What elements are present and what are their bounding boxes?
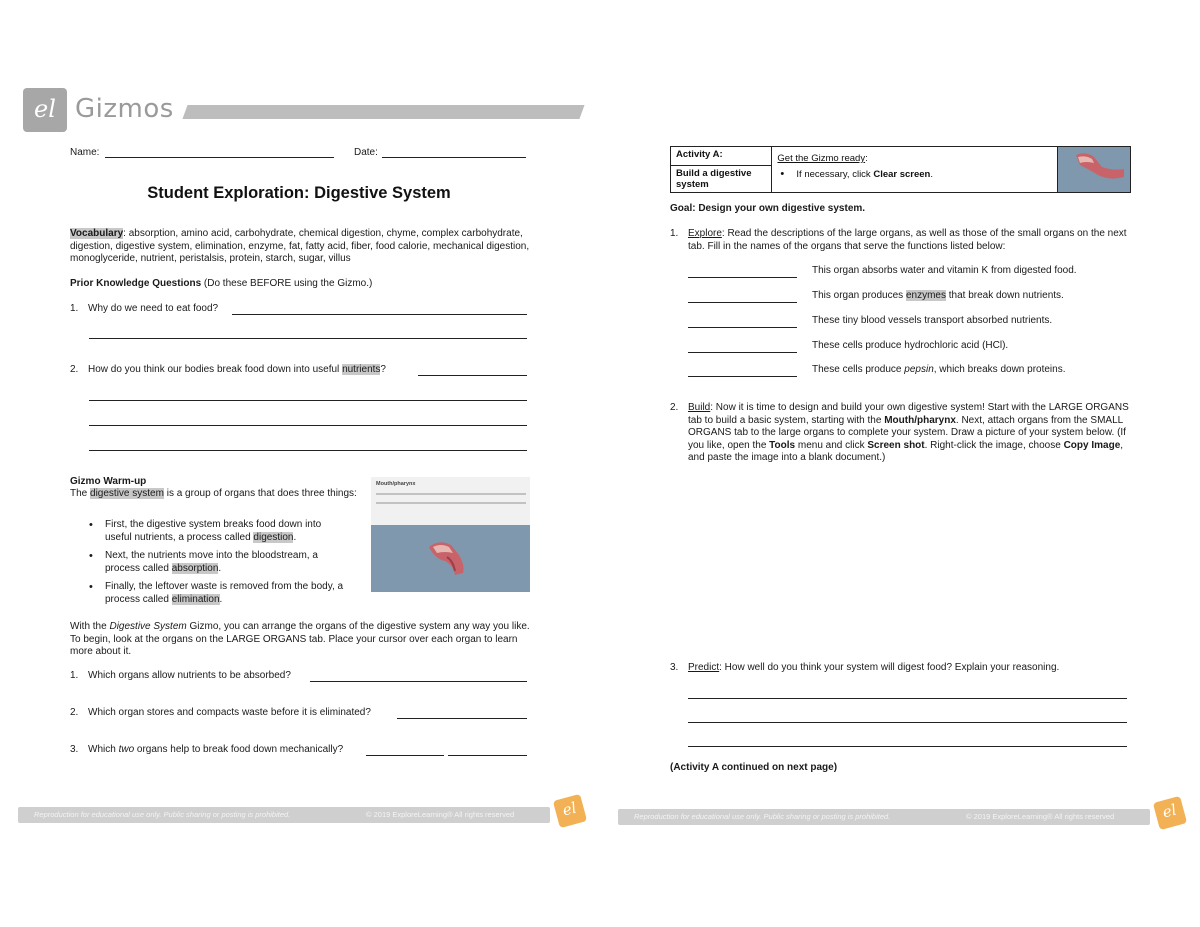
prior-question-2: 2. How do you think our bodies break food down into useful nutrients?: [70, 364, 386, 375]
prior-question-1: 1. Why do we need to eat food?: [70, 303, 219, 314]
warmup-intro: The digestive system is a group of organs that does three things:: [70, 488, 357, 499]
activity-name: Build a digestive system: [676, 168, 752, 190]
activity-header-table: [670, 146, 1131, 193]
fill-in-line[interactable]: [688, 376, 797, 377]
name-label: Name:: [70, 147, 100, 158]
screenshot-text-line: [376, 502, 526, 504]
answer-line[interactable]: [89, 400, 527, 401]
warmup-question-1: 1. Which organs allow nutrients to be absorbed?: [70, 670, 291, 681]
warmup-title: Gizmo Warm-up: [70, 476, 147, 487]
date-label: Date:: [354, 147, 378, 158]
clear-screen-instruction: • If necessary, click Clear screen.: [777, 169, 1052, 180]
activity-thumbnail-cell: [1058, 147, 1131, 193]
footer-bar: [618, 809, 1150, 825]
activity-label: Activity A:: [671, 147, 771, 166]
prior-knowledge-heading: [70, 278, 372, 291]
answer-line[interactable]: [688, 746, 1127, 747]
prior-knowledge-note: (Do these BEFORE using the Gizmo.): [201, 278, 373, 289]
footer-logo: el: [553, 794, 587, 828]
answer-line[interactable]: [89, 338, 527, 339]
bullet-absorption: • Next, the nutrients move into the bloodstream, a process called absorption.: [86, 550, 346, 575]
mouth-organ-icon: [423, 537, 473, 579]
fill-in-item-3: These tiny blood vessels transport absorbed nutrients.: [812, 315, 1053, 326]
prior-knowledge-label: Prior Knowledge Questions: [70, 278, 202, 289]
explore-question: 1. Explore: Read the descriptions of the large organs, as well as those of the small organs on the next tab. Fill in the names of the organs that serve the functions listed below:: [670, 228, 1127, 252]
answer-line[interactable]: [366, 755, 444, 756]
explore-label: Explore: [688, 228, 722, 239]
warmup-question-3: 3. Which two organs help to break food down mechanically?: [70, 744, 344, 755]
footer-bar: [18, 807, 550, 823]
gizmos-brand: Gizmos: [75, 94, 174, 124]
organ-thumbnail-icon: [1058, 147, 1128, 187]
fill-in-line[interactable]: [688, 327, 797, 328]
nutrients-highlight: nutrients: [342, 364, 381, 375]
predict-label: Predict: [688, 662, 720, 673]
fill-in-item-1: This organ absorbs water and vitamin K from digested food.: [812, 265, 1077, 276]
footer-logo: el: [1153, 796, 1187, 830]
vocabulary-label: Vocabulary: [70, 228, 124, 239]
answer-line[interactable]: [89, 425, 527, 426]
activity-goal: Goal: Design your own digestive system.: [670, 203, 866, 214]
predict-question: 3. Predict: How well do you think your system will digest food? Explain your reasoning.: [670, 662, 1060, 673]
get-ready-title: Get the Gizmo ready: [777, 153, 866, 164]
fill-in-line[interactable]: [688, 277, 797, 278]
answer-line[interactable]: [688, 698, 1127, 699]
logo-glyph: el: [34, 95, 56, 123]
name-field[interactable]: [105, 157, 334, 158]
footer-text: Reproduction for educational use only. Public sharing or posting is prohibited.: [34, 810, 291, 819]
answer-line[interactable]: [310, 681, 527, 682]
gizmos-logo-mark: [23, 88, 67, 132]
warmup-question-2: 2. Which organ stores and compacts waste before it is eliminated?: [70, 707, 371, 718]
activity-label-cell: [671, 147, 772, 193]
build-question: 2. Build: Now it is time to design and build your own digestive system! Start with the LARGE ORGANS tab to build a basic system, starting with the Mouth/pharynx. Next, attach organs from the SMALL ORGANS tab to the large organs to complete your system. Draw a picture of your system below. (If you like, open the Tools menu and click Screen shot. Right-click the image, choose Copy Image, and paste the image into a blank document.): [670, 402, 1129, 463]
gizmo-intro: With the Digestive System Gizmo, you can arrange the organs of the digestive system any way you like. To begin, look at the organs on the LARGE ORGANS tab. Place your cursor over each organ to learn more about it.: [70, 621, 530, 657]
header-rule: [182, 105, 584, 119]
activity-instructions-cell: Get the Gizmo ready: • If necessary, click Clear screen.: [772, 147, 1058, 193]
vocabulary: [70, 228, 530, 266]
footer-copyright: © 2019 ExploreLearning® All rights reserved: [366, 810, 515, 819]
answer-line[interactable]: [418, 375, 527, 376]
fill-in-item-5: These cells produce pepsin, which breaks down proteins.: [812, 364, 1066, 375]
warmup-bullets: [86, 519, 346, 612]
fill-in-item-4: These cells produce hydrochloric acid (HCl).: [812, 340, 1009, 351]
footer-text: Reproduction for educational use only. Public sharing or posting is prohibited.: [634, 812, 891, 821]
footer-copyright: © 2019 ExploreLearning® All rights reserved: [966, 812, 1115, 821]
answer-line[interactable]: [232, 314, 527, 315]
continued-note: (Activity A continued on next page): [670, 762, 838, 773]
screenshot-info-panel: [371, 477, 530, 525]
digestive-system-highlight: digestive system: [90, 488, 164, 499]
fill-in-item-2: This organ produces enzymes that break down nutrients.: [812, 290, 1064, 301]
page-title: Student Exploration: Digestive System: [147, 184, 451, 202]
answer-line[interactable]: [688, 722, 1127, 723]
bullet-digestion: • First, the digestive system breaks food down into useful nutrients, a process called digestion.: [86, 519, 346, 544]
answer-line[interactable]: [397, 718, 527, 719]
fill-in-line[interactable]: [688, 352, 797, 353]
screenshot-caption: Mouth/pharynx: [376, 481, 416, 487]
gizmo-screenshot: [371, 477, 530, 592]
answer-line[interactable]: [448, 755, 527, 756]
build-label: Build: [688, 402, 711, 413]
bullet-elimination: • Finally, the leftover waste is removed from the body, a process called elimination.: [86, 581, 346, 606]
enzymes-highlight: enzymes: [905, 290, 946, 301]
fill-in-line[interactable]: [688, 302, 797, 303]
answer-line[interactable]: [89, 450, 527, 451]
vocabulary-text: : absorption, amino acid, carbohydrate, chemical digestion, chyme, complex carbohydrate, digestion, digestive system, elimination, enzyme, fat, fatty acid, fiber, food calorie, mechanical digestion, monoglyceride, nutrient, peristalsis, protein, starch, sugar, villus: [70, 228, 530, 264]
screenshot-text-line: [376, 493, 526, 495]
date-field[interactable]: [382, 157, 526, 158]
